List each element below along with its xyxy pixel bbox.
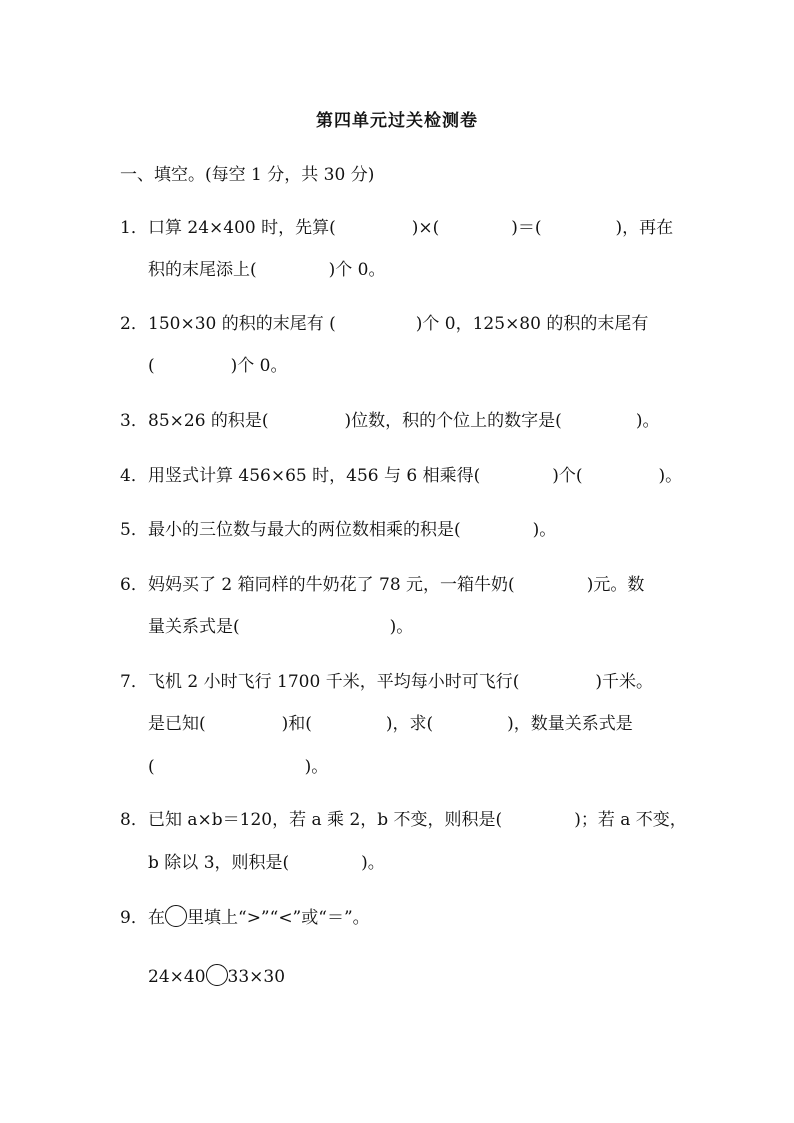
question-6-line-2: 量关系式是( )。 — [148, 617, 414, 637]
page-title: 第四单元过关检测卷 — [316, 111, 478, 131]
question-number: 8． — [120, 810, 148, 830]
question-5: 5．最小的三位数与最大的两位数相乘的积是( )。 — [120, 520, 557, 540]
question-8-line-1: 8．已知 a×b＝120，若 a 乘 2，b 不变，则积是( )；若 a 不变， — [120, 810, 687, 830]
question-1-line-1: 1．口算 24×400 时，先算( )×( )＝( )，再在 — [120, 218, 674, 238]
question-2-line-1: 2．150×30 的积的末尾有 ( )个 0，125×80 的积的末尾有 — [120, 314, 649, 334]
question-number: 4． — [120, 466, 148, 486]
question-6-line-1: 6．妈妈买了 2 箱同样的牛奶花了 78 元，一箱牛奶( )元。数 — [120, 575, 645, 595]
question-3: 3．85×26 的积是( )位数，积的个位上的数字是( )。 — [120, 411, 660, 431]
question-number: 1． — [120, 218, 148, 238]
question-9: 9．在 里填上“>”“<”或“＝”。 — [120, 905, 370, 930]
question-number: 2． — [120, 314, 148, 334]
comparison-circle-icon[interactable] — [206, 964, 228, 986]
question-number: 5． — [120, 520, 148, 540]
comparison-circle-icon — [165, 905, 187, 927]
question-7-line-2: 是已知( )和( )，求( )，数量关系式是 — [148, 714, 633, 734]
question-7-line-3: ( )。 — [148, 757, 329, 777]
section-heading: 一、填空。(每空 1 分，共 30 分) — [120, 165, 375, 185]
question-4: 4．用竖式计算 456×65 时，456 与 6 相乘得( )个( )。 — [120, 466, 683, 486]
question-2-line-2: ( )个 0。 — [148, 356, 288, 376]
question-number: 7． — [120, 672, 148, 692]
question-number: 6． — [120, 575, 148, 595]
question-1-line-2: 积的末尾添上( )个 0。 — [148, 260, 386, 280]
question-7-line-1: 7．飞机 2 小时飞行 1700 千米，平均每小时可飞行( )千米。 — [120, 672, 653, 692]
question-number: 9． — [120, 908, 148, 928]
comparison-item: 24×40 33×30 — [148, 964, 285, 989]
question-8-line-2: b 除以 3，则积是( )。 — [148, 853, 385, 873]
question-number: 3． — [120, 411, 148, 431]
